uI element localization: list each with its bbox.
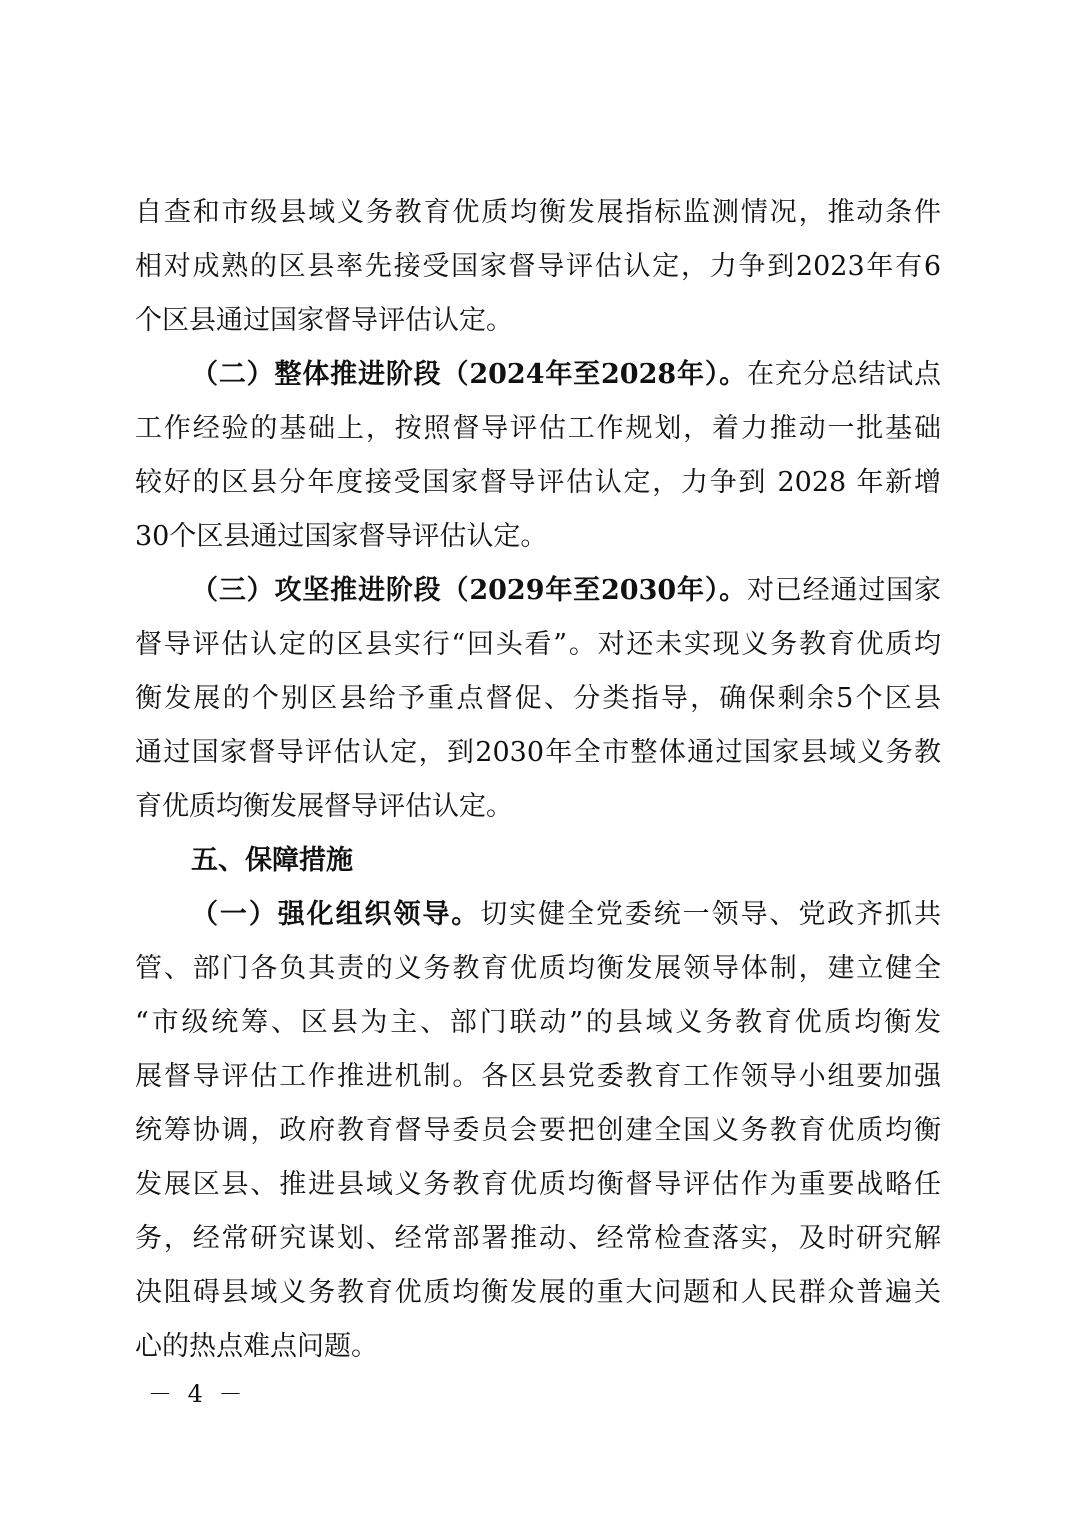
page-number: － 4 － <box>148 1380 247 1408</box>
section-heading: （三）攻坚推进阶段（2029年至2030年）。 <box>191 575 747 606</box>
text-line <box>135 1212 941 1266</box>
line-text: 30个区县通过国家督导评估认定。 <box>135 521 548 552</box>
line-text: 督导评估认定的区县实行“回头看”。对还未实现义务教育优质均 <box>135 629 941 660</box>
text-line <box>135 402 941 456</box>
text-line <box>135 1050 941 1104</box>
line-text: 育优质均衡发展督导评估认定。 <box>135 791 513 822</box>
section-heading-line <box>135 564 941 618</box>
line-text: 统筹协调，政府教育督导委员会要把创建全国义务教育优质均衡 <box>135 1115 941 1146</box>
text-line <box>135 726 941 780</box>
line-text: 展督导评估工作推进机制。各区县党委教育工作领导小组要加强 <box>135 1061 941 1092</box>
text-line <box>135 510 941 564</box>
text-line <box>135 672 941 726</box>
line-text: 决阻碍县域义务教育优质均衡发展的重大问题和人民群众普遍关 <box>135 1277 941 1308</box>
text-line <box>135 1104 941 1158</box>
line-text: 心的热点难点问题。 <box>135 1331 378 1362</box>
line-text: 工作经验的基础上，按照督导评估工作规划，着力推动一批基础 <box>135 413 941 444</box>
line-text: 发展区县、推进县域义务教育优质均衡督导评估作为重要战略任 <box>135 1169 941 1200</box>
text-line <box>135 942 941 996</box>
section-heading-line <box>135 348 941 402</box>
line-text: 切实健全党委统一领导、党政齐抓共 <box>480 899 941 930</box>
line-text: 对已经通过国家 <box>747 575 941 606</box>
text-line <box>135 780 941 834</box>
section-heading-line <box>135 888 941 942</box>
chapter-heading: 五、保障措施 <box>191 845 353 876</box>
text-line <box>135 294 941 348</box>
text-line <box>135 186 941 240</box>
text-line <box>135 456 941 510</box>
line-text: 个区县通过国家督导评估认定。 <box>135 305 513 336</box>
section-heading: （一）强化组织领导。 <box>191 899 481 930</box>
document-body <box>135 186 941 1374</box>
line-text: 管、部门各负其责的义务教育优质均衡发展领导体制，建立健全 <box>135 953 941 984</box>
line-text: 自查和市级县域义务教育优质均衡发展指标监测情况，推动条件 <box>135 197 941 228</box>
line-text: 通过国家督导评估认定，到2030年全市整体通过国家县域义务教 <box>135 737 941 768</box>
line-text: 衡发展的个别区县给予重点督促、分类指导，确保剩余5个区县 <box>135 683 941 714</box>
line-text: 相对成熟的区县率先接受国家督导评估认定，力争到2023年有6 <box>135 251 941 282</box>
text-line <box>135 618 941 672</box>
line-text: 务，经常研究谋划、经常部署推动、经常检查落实，及时研究解 <box>135 1223 941 1254</box>
text-line <box>135 1266 941 1320</box>
section-heading: （二）整体推进阶段（2024年至2028年）。 <box>191 359 747 390</box>
text-line <box>135 996 941 1050</box>
text-line <box>135 1158 941 1212</box>
chapter-heading-line <box>135 834 941 888</box>
line-text: 在充分总结试点 <box>747 359 941 390</box>
text-line <box>135 240 941 294</box>
text-line <box>135 1320 941 1374</box>
line-text: “市级统筹、区县为主、部门联动”的县域义务教育优质均衡发 <box>135 1007 941 1038</box>
line-text: 较好的区县分年度接受国家督导评估认定，力争到 2028 年新增 <box>135 467 941 498</box>
